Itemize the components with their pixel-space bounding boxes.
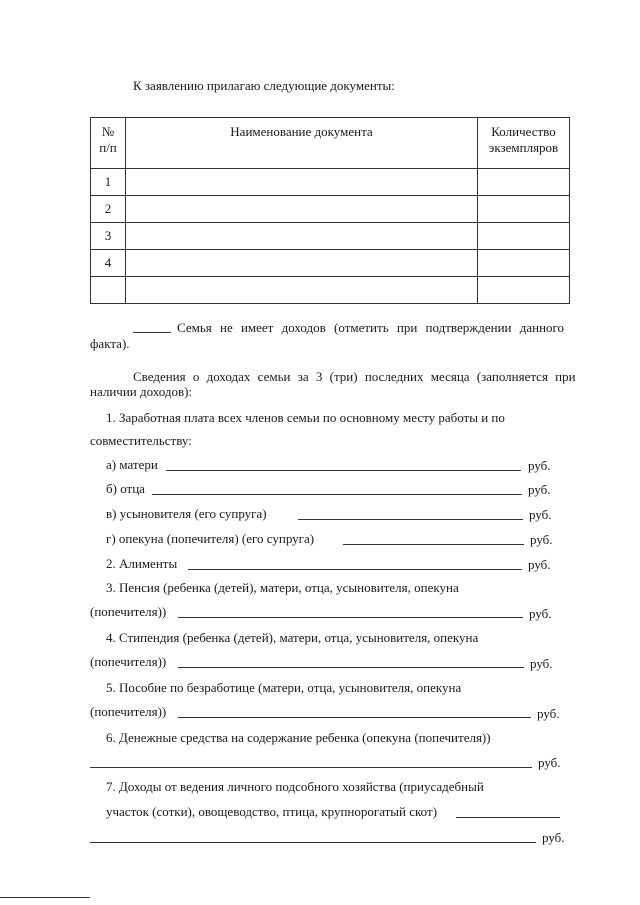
pension-label-line1: 3. Пенсия (ребенка (детей), матери, отца, усыновителя, опекуна xyxy=(106,580,459,595)
farm-label-line1: 7. Доходы от ведения личного подсобного хозяйства (приусадебный xyxy=(106,779,484,794)
no-income-line1 xyxy=(133,320,564,336)
header-count: Количество экземпляров xyxy=(478,118,570,169)
alimony-label: 2. Алименты xyxy=(106,556,178,571)
currency-label: руб. xyxy=(528,557,551,572)
doc-name-cell[interactable] xyxy=(126,250,478,277)
no-income-text: Семья не имеет доходов (отметить при подтверждении данного xyxy=(177,320,565,335)
row-num xyxy=(91,277,126,304)
income-intro-line1: Сведения о доходах семьи за 3 (три) последних месяца (заполняется при xyxy=(133,369,576,384)
unemployment-income-field[interactable] xyxy=(178,717,531,718)
maintenance-label: 6. Денежные средства на содержание ребенка (опекуна (попечителя)) xyxy=(106,730,491,745)
guardian-label: г) опекуна (попечителя) (его супруга) xyxy=(106,531,315,546)
currency-label: руб. xyxy=(537,706,560,721)
pension-income-field[interactable] xyxy=(178,617,523,618)
alimony-income-field[interactable] xyxy=(188,569,522,570)
row-num: 1 xyxy=(91,169,126,196)
father-label: б) отца xyxy=(106,481,145,496)
documents-table xyxy=(90,117,570,304)
doc-count-cell[interactable] xyxy=(478,223,570,250)
stipend-income-field[interactable] xyxy=(178,667,524,668)
doc-name-cell[interactable] xyxy=(126,196,478,223)
currency-label: руб. xyxy=(528,482,551,497)
doc-count-cell[interactable] xyxy=(478,250,570,277)
farm-income-field[interactable] xyxy=(90,842,536,843)
currency-label: руб. xyxy=(542,830,565,845)
header-name: Наименование документа xyxy=(126,118,478,169)
income-intro-line2: наличии доходов): xyxy=(90,384,193,399)
farm-label-line2: участок (сотки), овощеводство, птица, крупнорогатый скот) xyxy=(106,804,438,819)
doc-name-cell[interactable] xyxy=(126,169,478,196)
row-num: 2 xyxy=(91,196,126,223)
unemployment-label-line2: (попечителя)) xyxy=(90,704,167,719)
currency-label: руб. xyxy=(530,532,553,547)
father-income-field[interactable] xyxy=(152,494,522,495)
currency-label: руб. xyxy=(528,458,551,473)
unemployment-label-line1: 5. Пособие по безработице (матери, отца, усыновителя, опекуна xyxy=(106,680,462,695)
table-row xyxy=(91,223,570,250)
currency-label: руб. xyxy=(530,656,553,671)
mother-income-field[interactable] xyxy=(166,470,521,471)
stipend-label-line1: 4. Стипендия (ребенка (детей), матери, отца, усыновителя, опекуна xyxy=(106,630,479,645)
doc-count-cell[interactable] xyxy=(478,169,570,196)
table-row xyxy=(91,277,570,304)
salary-heading-line1: 1. Заработная плата всех членов семьи по основному месту работы и по xyxy=(106,410,505,425)
no-income-line2: факта). xyxy=(90,336,130,351)
guardian-income-field[interactable] xyxy=(343,544,524,545)
mother-label: а) матери xyxy=(106,457,158,472)
currency-label: руб. xyxy=(529,606,552,621)
table-row xyxy=(91,169,570,196)
row-num: 4 xyxy=(91,250,126,277)
farm-details-field[interactable] xyxy=(456,817,560,818)
doc-name-cell[interactable] xyxy=(126,277,478,304)
doc-count-cell[interactable] xyxy=(478,277,570,304)
row-num: 3 xyxy=(91,223,126,250)
table-row xyxy=(91,196,570,223)
header-num: № п/п xyxy=(91,118,126,169)
no-income-checkbox-blank[interactable] xyxy=(133,332,171,333)
adopter-income-field[interactable] xyxy=(298,519,523,520)
pension-label-line2: (попечителя)) xyxy=(90,604,167,619)
maintenance-income-field[interactable] xyxy=(90,767,532,768)
doc-count-cell[interactable] xyxy=(478,196,570,223)
currency-label: руб. xyxy=(538,755,561,770)
table-header-row xyxy=(91,118,570,169)
intro-text: К заявлению прилагаю следующие документы: xyxy=(133,78,395,93)
doc-name-cell[interactable] xyxy=(126,223,478,250)
stipend-label-line2: (попечителя)) xyxy=(90,654,167,669)
table-row xyxy=(91,250,570,277)
currency-label: руб. xyxy=(529,507,552,522)
salary-heading-line2: совместительству: xyxy=(90,433,192,448)
footnote-separator xyxy=(0,897,90,898)
adopter-label: в) усыновителя (его супруга) xyxy=(106,506,267,521)
